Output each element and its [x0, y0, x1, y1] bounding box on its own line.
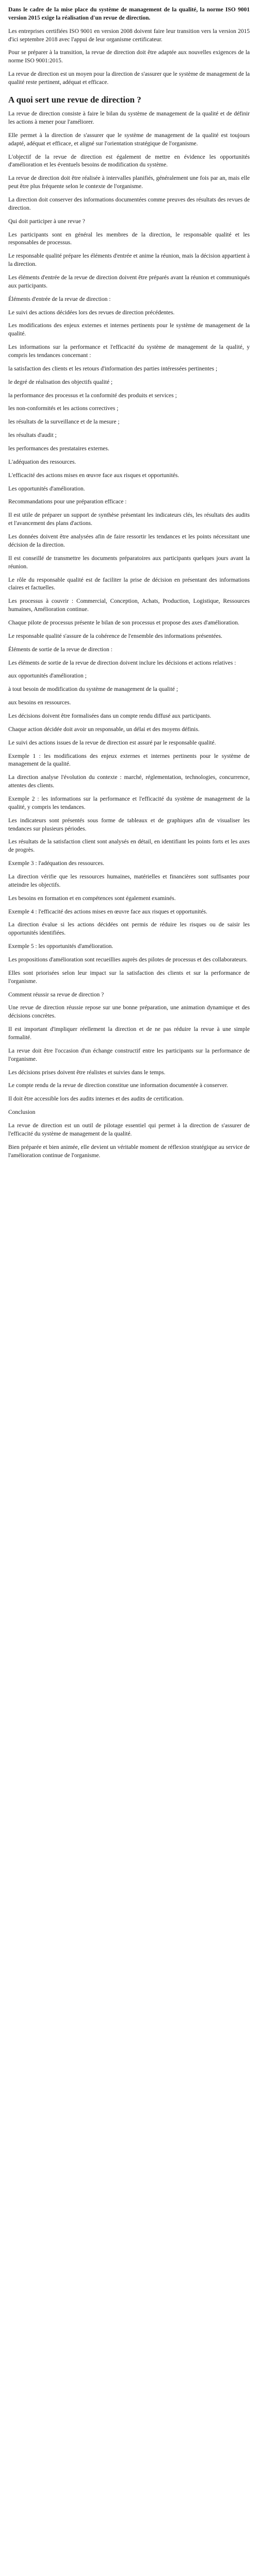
paragraph: La direction vérifie que les ressources humaines, matérielles et financières sont suffisantes pour atteindre les objectifs.: [8, 873, 250, 888]
paragraph: Qui doit participer à une revue ?: [8, 218, 85, 225]
paragraph: Éléments de sortie de la revue de direction :: [8, 646, 112, 653]
paragraph: Une revue de direction réussie repose sur une bonne préparation, une animation dynamique et des décisions concrètes.: [8, 1005, 250, 1020]
paragraph: Éléments d'entrée de la revue de direction :: [8, 296, 111, 302]
paragraph: Comment réussir sa revue de direction ?: [8, 991, 104, 998]
paragraph: les performances des prestataires externes.: [8, 446, 109, 452]
paragraph: La revue de direction doit être réalisée à intervalles planifiés, généralement une fois par an, mais elle peut être plus fréquente selon le contexte de l'organisme.: [8, 175, 250, 190]
paragraph: Le responsable qualité prépare les éléments d'entrée et anime la réunion, mais la décision appartient à la direction.: [8, 253, 250, 268]
paragraph: Pour se préparer à la transition, la revue de direction doit être adaptée aux nouvelles exigences de la norme ISO 9001:2015.: [8, 49, 250, 64]
paragraph: Exemple 1 : les modifications des enjeux externes et internes pertinents pour le système de management de la qualité.: [8, 753, 250, 768]
section-heading: A quoi sert une revue de direction ?: [8, 94, 141, 105]
paragraph: Les propositions d'amélioration sont recueillies auprès des pilotes de processus et des collaborateurs.: [8, 957, 248, 963]
paragraph: les résultats d'audit ;: [8, 432, 57, 439]
paragraph: Le suivi des actions décidées lors des revues de direction précédentes.: [8, 309, 175, 316]
paragraph: aux besoins en ressources.: [8, 700, 71, 706]
paragraph: Le responsable qualité s'assure de la cohérence de l'ensemble des informations présentées.: [8, 633, 222, 639]
paragraph: La revue de direction consiste à faire le bilan du système de management de la qualité et de définir les actions à mener pour l'améliorer.: [8, 111, 250, 125]
paragraph: Le suivi des actions issues de la revue de direction est assuré par le responsable qualité.: [8, 739, 216, 746]
paragraph: Chaque pilote de processus présente le bilan de son processus et propose des axes d'amélioration.: [8, 619, 239, 626]
paragraph: Recommandations pour une préparation efficace :: [8, 499, 127, 505]
paragraph: Conclusion: [8, 1109, 36, 1116]
paragraph: Les résultats de la satisfaction client sont analysés en détail, en identifiant les points forts et les axes de progrès.: [8, 839, 250, 854]
paragraph: Les décisions doivent être formalisées dans un compte rendu diffusé aux participants.: [8, 713, 212, 719]
paragraph: Les entreprises certifiées ISO 9001 en version 2008 doivent faire leur transition vers la version 2015 d'ici septembre 2018 avec l'appui de leur organisme certificateur.: [8, 28, 250, 43]
paragraph: Les besoins en formation et en compétences sont également examinés.: [8, 895, 176, 902]
document-page: [0, 0, 258, 1160]
paragraph: Les éléments d'entrée de la revue de direction doivent être préparés avant la réunion et communiqués aux participants.: [8, 275, 250, 289]
paragraph: Elle permet à la direction de s'assurer que le système de management de la qualité est toujours adapté, adéquat et efficace, et aligné sur l'orientation stratégique de l'organisme.: [8, 132, 250, 147]
paragraph: La direction évalue si les actions décidées ont permis de réduire les risques ou de saisir les opportunités identifiées.: [8, 922, 250, 937]
paragraph: Dans le cadre de la mise place du système de management de la qualité, la norme ISO 9001 version 2015 exige la réalisation d'un revue de direction.: [8, 7, 250, 21]
paragraph: Les éléments de sortie de la revue de direction doivent inclure les décisions et actions relatives :: [8, 659, 236, 666]
paragraph: Exemple 3 : l'adéquation des ressources.: [8, 860, 105, 867]
paragraph: Les indicateurs sont présentés sous forme de tableaux et de graphiques afin de visualiser les tendances sur plusieurs périodes.: [8, 817, 250, 832]
paragraph: Elles sont priorisées selon leur impact sur la satisfaction des clients et sur la performance de l'organisme.: [8, 970, 250, 985]
paragraph: Il est utile de préparer un support de synthèse présentant les indicateurs clés, les résultats des audits et l'avancement des plans d'actions.: [8, 512, 250, 527]
paragraph: Les modifications des enjeux externes et internes pertinents pour le système de management de la qualité.: [8, 323, 250, 337]
paragraph: Les données doivent être analysées afin de faire ressortir les tendances et les points nécessitant une décision de la direction.: [8, 534, 250, 548]
paragraph: Exemple 2 : les informations sur la performance et l'efficacité du système de management de la qualité, y compris les tendances.: [8, 795, 250, 810]
paragraph: la performance des processus et la conformité des produits et services ;: [8, 392, 177, 399]
paragraph: Il est important d'impliquer réellement la direction et de ne pas réduire la revue à une simple formalité.: [8, 1026, 250, 1041]
paragraph: La direction analyse l'évolution du contexte : marché, réglementation, technologies, concurrence, attentes des clients.: [8, 774, 250, 789]
paragraph: Le compte rendu de la revue de direction constitue une information documentée à conserver.: [8, 1082, 228, 1089]
paragraph: Il est conseillé de transmettre les documents préparatoires aux participants quelques jours avant la réunion.: [8, 555, 250, 570]
paragraph: Les opportunités d'amélioration.: [8, 485, 85, 492]
paragraph: les résultats de la surveillance et de la mesure ;: [8, 419, 120, 426]
paragraph: la satisfaction des clients et les retours d'information des parties intéressées pertinentes ;: [8, 365, 218, 372]
paragraph: les non-conformités et les actions correctives ;: [8, 405, 119, 412]
paragraph: Bien préparée et bien animée, elle devient un véritable moment de réflexion stratégique au service de l'amélioration continue de l'organisme.: [8, 1144, 250, 1159]
paragraph: Le rôle du responsable qualité est de faciliter la prise de décision en présentant des informations claires et factuelles.: [8, 577, 250, 591]
paragraph: L'efficacité des actions mises en œuvre face aux risques et opportunités.: [8, 472, 180, 479]
paragraph: Il doit être accessible lors des audits internes et des audits de certification.: [8, 1096, 184, 1103]
paragraph: Les participants sont en général les membres de la direction, le responsable qualité et les responsables de processus.: [8, 231, 250, 246]
paragraph: Les informations sur la performance et l'efficacité du système de management de la qualité, y compris les tendances concernant :: [8, 344, 250, 359]
paragraph: Les décisions prises doivent être réalistes et suivies dans le temps.: [8, 1069, 166, 1076]
paragraph: L'adéquation des ressources.: [8, 459, 76, 465]
paragraph: La revue de direction est un moyen pour la direction de s'assurer que le système de management de la qualité reste pertinent, adéquat et efficace.: [8, 71, 250, 86]
paragraph: aux opportunités d'amélioration ;: [8, 673, 87, 680]
paragraph: Les processus à couvrir : Commercial, Conception, Achats, Production, Logistique, Ressources humaines, Amélioration continue.: [8, 598, 250, 613]
paragraph: L'objectif de la revue de direction est également de mettre en évidence les opportunités d'amélioration et les éventuels besoins de modification du système.: [8, 154, 250, 168]
paragraph: Chaque action décidée doit avoir un responsable, un délai et des moyens définis.: [8, 726, 200, 733]
paragraph: Exemple 5 : les opportunités d'amélioration.: [8, 943, 114, 950]
paragraph: Exemple 4 : l'efficacité des actions mises en œuvre face aux risques et opportunités.: [8, 908, 207, 915]
paragraph: La revue doit être l'occasion d'un échange constructif entre les participants sur la performance de l'organisme.: [8, 1047, 250, 1062]
paragraph: La revue de direction est un outil de pilotage essentiel qui permet à la direction de s'assurer de l'efficacité du système de management de la qualité.: [8, 1123, 250, 1137]
paragraph: le degré de réalisation des objectifs qualité ;: [8, 379, 113, 385]
paragraph: La direction doit conserver des informations documentées comme preuves des résultats des revues de direction.: [8, 197, 250, 211]
paragraph: à tout besoin de modification du système de management de la qualité ;: [8, 686, 178, 693]
